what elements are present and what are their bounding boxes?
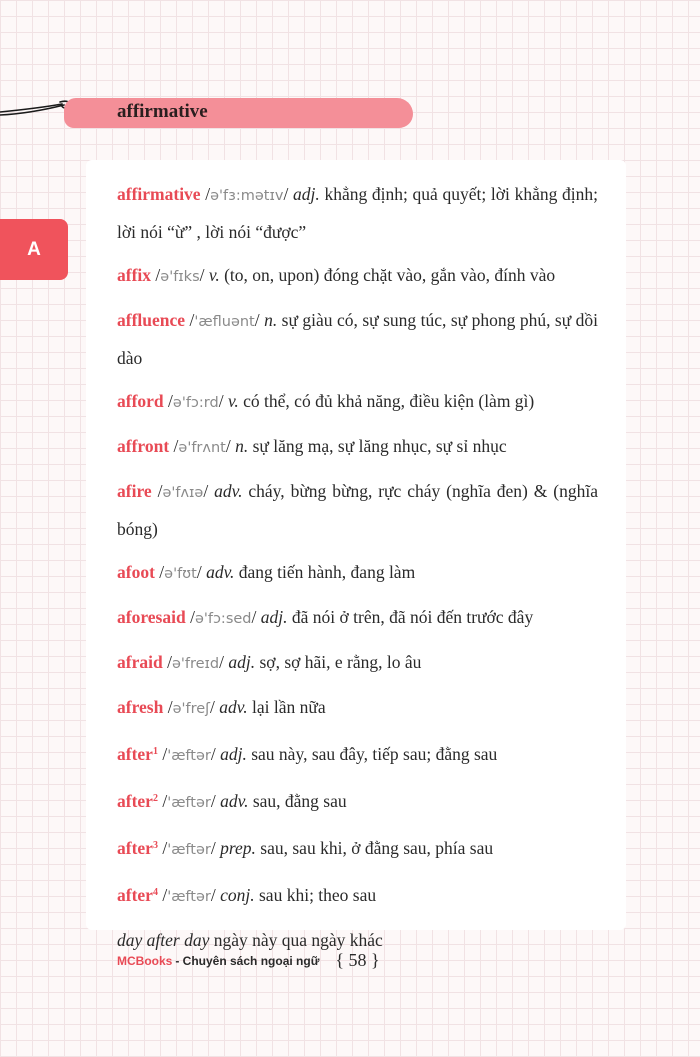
entry-after-3: after$^3$ /'æftər/ prep. sau, sau khi, ở đằng sau, phía sau (117, 838, 494, 858)
definition: cháy, bừng bừng, rực cháy (nghĩa đen) & (nghĩa bóng) (117, 481, 598, 539)
part-of-speech: conj. (220, 885, 255, 905)
part-of-speech: adj. (293, 184, 320, 204)
entry-affront: affront /ə'frʌnt/ n. sự lăng mạ, sự lăng nhục, sự sỉ nhục (117, 436, 507, 456)
definition: đã nói ở trên, đã nói đến trước đây (291, 607, 534, 627)
entry-after-4: after$^4$ /'æftər/ conj. sau khi; theo sau (117, 885, 377, 905)
pronunciation: 'æfluənt (194, 314, 255, 330)
sense-number: 4 (152, 887, 158, 898)
publisher-brand: MCBooks (117, 953, 173, 968)
entry-afraid: afraid /ə'freɪd/ adj. sợ, sợ hãi, e rằng, lo âu (117, 652, 422, 672)
entry-affix: affix /ə'fɪks/ v. (to, on, upon) đóng chặt vào, gắn vào, đính vào (117, 265, 556, 285)
definition: có thể, có đủ khả năng, điều kiện (làm gì) (243, 391, 535, 411)
pronunciation: ə'fɜ:mətɪv (210, 188, 284, 204)
entry-affirmative: affirmative /ə'fɜ:mətɪv/ adj. khẳng định; quả quyết; lời khẳng định; lời nói “ừ” , lời nói “được” (117, 184, 599, 242)
headword: affront (117, 436, 170, 456)
pronunciation: ə'fɔ:rd (172, 395, 219, 411)
pronunciation: 'æftər (167, 748, 211, 764)
definition: khẳng định; quả quyết; lời khẳng định; lời nói “ừ” , lời nói “được” (117, 184, 599, 242)
pronunciation: ə'fɔ:sed (194, 611, 252, 627)
definition: lại lần nữa (252, 697, 326, 717)
entry-after-2: after$^2$ /'æftər/ adv. sau, đằng sau (117, 791, 347, 811)
section-letter: A (27, 238, 41, 260)
part-of-speech: adj. (260, 607, 288, 627)
part-of-speech: adv. (220, 791, 249, 811)
headword: afraid (117, 652, 163, 672)
definition: sự giàu có, sự sung túc, sự phong phú, sự dồi dào (117, 310, 599, 368)
definition: sau, sau khi, ở đằng sau, phía sau (260, 838, 494, 858)
definition: đang tiến hành, đang làm (238, 562, 416, 582)
headword: afire (117, 481, 152, 501)
publisher-tagline: - Chuyên sách ngoại ngữ (175, 953, 320, 968)
part-of-speech: adv. (206, 562, 235, 582)
part-of-speech: adj. (220, 744, 247, 764)
part-of-speech: adj. (228, 652, 256, 672)
headword: after$^1$ (117, 744, 158, 764)
pronunciation: ə'fʌɪə (162, 485, 204, 501)
pronunciation: ə'frʌnt (178, 440, 226, 456)
part-of-speech: n. (264, 310, 278, 330)
part-of-speech: v. (208, 265, 220, 285)
headword: afoot (117, 562, 155, 582)
headword: affirmative (117, 184, 201, 204)
part-of-speech: adv. (214, 481, 243, 501)
pronunciation: 'æftər (167, 842, 211, 858)
dictionary-entries (117, 176, 598, 958)
definition: sự lăng mạ, sự lăng nhục, sự sỉ nhục (252, 436, 507, 456)
part-of-speech: v. (227, 391, 239, 411)
page-number: { 58 } (335, 950, 380, 970)
idiom-phrase: day after day (117, 930, 210, 950)
pronunciation: ə'freɪd (171, 656, 220, 672)
headword: affix (117, 265, 152, 285)
pronunciation: ə'fɪks (160, 269, 200, 285)
page-footer (117, 950, 380, 971)
headword: afford (117, 391, 164, 411)
idiom-meaning: ngày này qua ngày khác (213, 930, 383, 950)
headword: afresh (117, 697, 164, 717)
definition: sợ, sợ hãi, e rằng, lo âu (259, 652, 422, 672)
part-of-speech: n. (235, 436, 249, 456)
part-of-speech: adv. (219, 697, 248, 717)
entry-afresh: afresh /ə'freʃ/ adv. lại lần nữa (117, 697, 326, 717)
headword: after$^2$ (117, 791, 158, 811)
entry-afford: afford /ə'fɔ:rd/ v. có thể, có đủ khả năng, điều kiện (làm gì) (117, 391, 535, 411)
entry-aforesaid: aforesaid /ə'fɔ:sed/ adj. đã nói ở trên, đã nói đến trước đây (117, 607, 534, 627)
sense-number: 3 (152, 840, 158, 851)
pronunciation: ə'fʊt (164, 566, 197, 582)
headword: after$^4$ (117, 885, 158, 905)
section-letter-tab (0, 219, 68, 280)
definition: sau khi; theo sau (259, 885, 377, 905)
headword: after$^3$ (117, 838, 158, 858)
pronunciation: 'æftər (167, 889, 211, 905)
pronunciation: 'æftər (167, 795, 211, 811)
header-word: affirmative (117, 101, 208, 122)
headword: aforesaid (117, 607, 186, 627)
definition: sau này, sau đây, tiếp sau; đằng sau (251, 744, 498, 764)
entry-afoot: afoot /ə'fʊt/ adv. đang tiến hành, đang làm (117, 562, 416, 582)
part-of-speech: prep. (220, 838, 256, 858)
definition: (to, on, upon) đóng chặt vào, gắn vào, đính vào (224, 265, 556, 285)
entry-afire: afire /ə'fʌɪə/ adv. cháy, bừng bừng, rực cháy (nghĩa đen) & (nghĩa bóng) (117, 481, 598, 539)
sense-number: 1 (152, 746, 158, 757)
pronunciation: ə'freʃ (172, 701, 211, 717)
sense-number: 2 (152, 793, 158, 804)
entry-after-1: after$^1$ /'æftər/ adj. sau này, sau đây, tiếp sau; đằng sau (117, 744, 498, 764)
definition: sau, đằng sau (252, 791, 347, 811)
entry-affluence: affluence /'æfluənt/ n. sự giàu có, sự sung túc, sự phong phú, sự dồi dào (117, 310, 599, 368)
headword: affluence (117, 310, 186, 330)
